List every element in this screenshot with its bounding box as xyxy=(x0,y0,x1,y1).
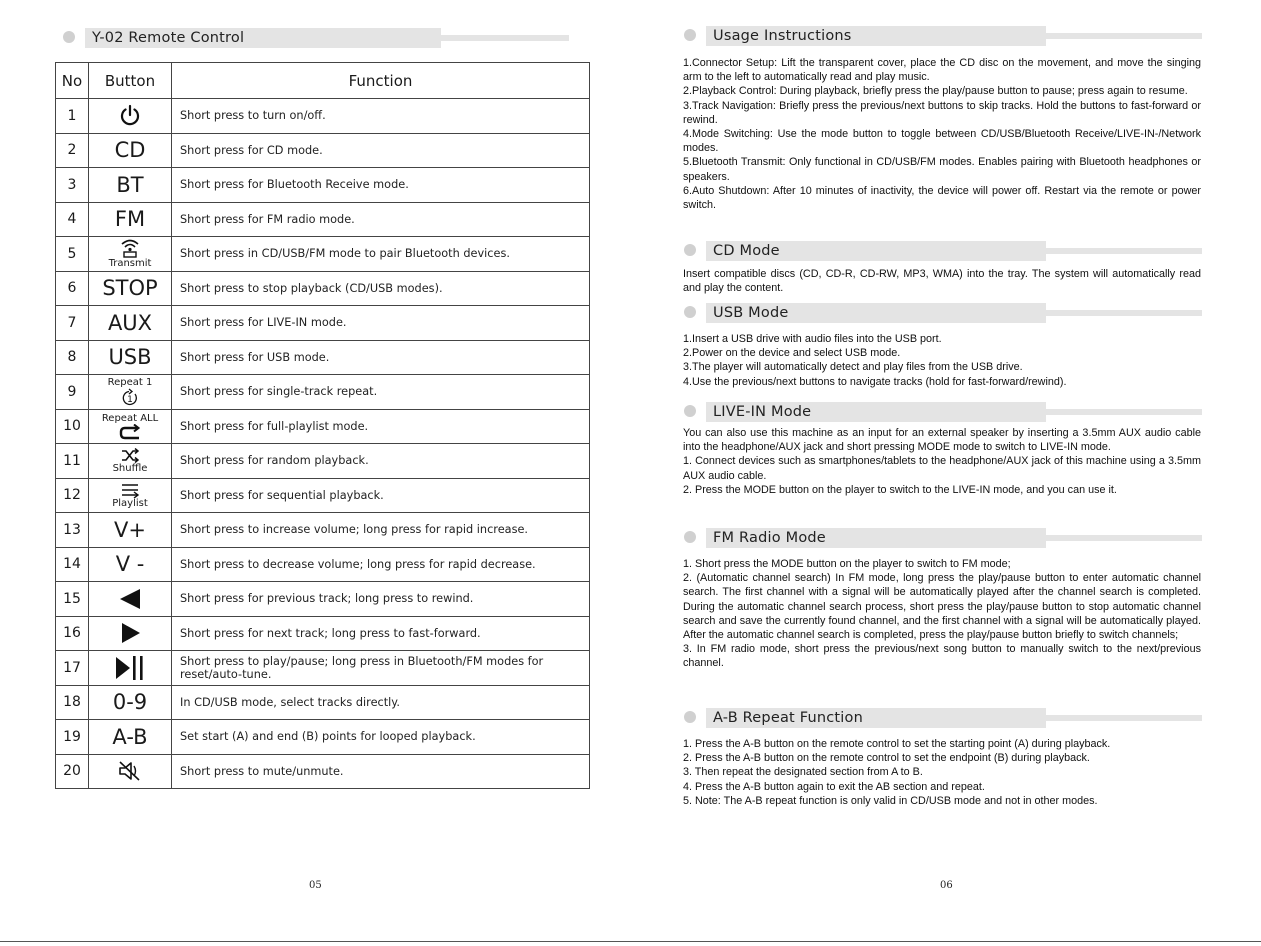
row-number: 14 xyxy=(56,547,89,582)
table-row xyxy=(56,651,590,686)
button-caption: Repeat ALL xyxy=(101,412,159,424)
row-button xyxy=(89,375,172,410)
button-label: AUX xyxy=(107,310,153,335)
paragraph: 2. Press the MODE button on the player to switch to the LIVE-IN mode, and you can use it. xyxy=(683,483,1117,496)
row-button xyxy=(89,237,172,272)
repeat-one-icon xyxy=(89,388,171,406)
section-body xyxy=(683,267,1201,295)
paragraph: 3. Then repeat the designated section from A to B. xyxy=(683,766,923,779)
table-row xyxy=(56,340,590,375)
row-button xyxy=(89,99,172,134)
row-number: 3 xyxy=(56,168,89,203)
section-header xyxy=(684,241,1202,261)
row-number: 11 xyxy=(56,444,89,479)
page-bottom-rule xyxy=(0,941,1261,942)
paragraph: 5.Bluetooth Transmit: Only functional in CD/USB/FM modes. Enables pairing with Bluetooth headphones or speakers. xyxy=(683,156,1201,183)
table-row xyxy=(56,133,590,168)
button-label: 0-9 xyxy=(112,690,148,715)
table-row xyxy=(56,444,590,479)
button-label: STOP xyxy=(102,276,158,301)
button-caption: Shuffle xyxy=(112,462,148,474)
row-button xyxy=(89,478,172,513)
mute-icon xyxy=(89,760,171,782)
row-button xyxy=(89,685,172,720)
button-label: V - xyxy=(115,552,145,577)
row-function: Short press for USB mode. xyxy=(172,340,590,375)
row-function: Short press for single-track repeat. xyxy=(172,375,590,410)
paragraph: 1. Connect devices such as smartphones/tablets to the headphone/AUX jack of this machine using a 3.5mm AUX audio cable. xyxy=(683,455,1201,482)
row-number: 2 xyxy=(56,133,89,168)
section-body xyxy=(683,56,1201,212)
section-header xyxy=(684,26,1202,46)
section-bar-tail xyxy=(1046,409,1202,415)
row-button xyxy=(89,133,172,168)
row-number: 17 xyxy=(56,651,89,686)
table-row xyxy=(56,754,590,789)
row-button xyxy=(89,720,172,755)
paragraph: You can also use this machine as an input for an external speaker by inserting a 3.5mm AUX audio cable into the headphone/AUX jack and short pressing MODE mode to switch to LIVE-IN mode. xyxy=(683,427,1201,454)
row-number: 9 xyxy=(56,375,89,410)
section-header xyxy=(684,528,1202,548)
row-number: 19 xyxy=(56,720,89,755)
row-function: Short press for next track; long press to fast-forward. xyxy=(172,616,590,651)
bullet-dot xyxy=(684,29,696,41)
section-body xyxy=(683,426,1201,497)
row-number: 13 xyxy=(56,513,89,548)
bullet-dot xyxy=(684,531,696,543)
row-number: 4 xyxy=(56,202,89,237)
row-button xyxy=(89,271,172,306)
paragraph: 3.Track Navigation: Briefly press the previous/next buttons to skip tracks. Hold the buttons to fast-forward or rewind. xyxy=(683,99,1201,126)
bullet-dot xyxy=(684,244,696,256)
paragraph: 2. (Automatic channel search) In FM mode, long press the play/pause button to enter automatic channel search. The first channel with a signal will be automatically played after the channel search is completed. During the automatic channel search process, short press the play/pause button to stop automatic channel search and save the currently found channel, and the first channel with a signal will be automatically played. After the automatic channel search is completed, press the play/pause button briefly to switch channels; xyxy=(683,572,1201,642)
section-title: Usage Instructions xyxy=(713,28,852,44)
row-function: Short press for LIVE-IN mode. xyxy=(172,306,590,341)
button-caption: Repeat 1 xyxy=(107,377,153,389)
row-function: Short press to turn on/off. xyxy=(172,99,590,134)
button-caption: Playlist xyxy=(112,497,148,509)
row-button xyxy=(89,444,172,479)
table-row xyxy=(56,375,590,410)
table-row xyxy=(56,409,590,444)
left-page xyxy=(0,0,630,946)
row-function: Short press for FM radio mode. xyxy=(172,202,590,237)
repeat-all-icon xyxy=(89,424,171,440)
section-bar-tail xyxy=(1046,715,1202,721)
paragraph: 1. Short press the MODE button on the player to switch to FM mode; xyxy=(683,558,1011,570)
row-function: Short press in CD/USB/FM mode to pair Bluetooth devices. xyxy=(172,237,590,272)
row-button xyxy=(89,754,172,789)
table-row xyxy=(56,616,590,651)
table-row xyxy=(56,168,590,203)
section-bar-tail xyxy=(441,35,569,41)
button-label: FM xyxy=(114,207,146,232)
row-number: 7 xyxy=(56,306,89,341)
table-row xyxy=(56,685,590,720)
row-function: Short press for previous track; long press to rewind. xyxy=(172,582,590,617)
row-button xyxy=(89,202,172,237)
row-number: 5 xyxy=(56,237,89,272)
paragraph: 3.The player will automatically detect and play files from the USB drive. xyxy=(683,361,1023,374)
section-body xyxy=(683,557,1201,671)
paragraph: 5. Note: The A-B repeat function is only valid in CD/USB mode and not in other modes. xyxy=(683,794,1098,807)
table-row xyxy=(56,202,590,237)
section-header xyxy=(684,303,1202,323)
paragraph: 4. Press the A-B button again to exit the AB section and repeat. xyxy=(683,780,985,793)
row-button xyxy=(89,547,172,582)
row-number: 15 xyxy=(56,582,89,617)
section-header xyxy=(684,708,1202,728)
table-row xyxy=(56,306,590,341)
row-function: Short press to mute/unmute. xyxy=(172,754,590,789)
section-title: A-B Repeat Function xyxy=(713,710,863,726)
button-label: CD xyxy=(114,138,146,163)
paragraph: 4.Use the previous/next buttons to navigate tracks (hold for fast-forward/rewind). xyxy=(683,375,1067,388)
row-function: Short press for full-playlist mode. xyxy=(172,409,590,444)
section-body xyxy=(683,332,1201,389)
section-bar-tail xyxy=(1046,33,1202,39)
section-bar-tail xyxy=(1046,310,1202,316)
paragraph: 1.Insert a USB drive with audio files into the USB port. xyxy=(683,333,942,345)
section-title: USB Mode xyxy=(713,305,789,321)
shuffle-icon xyxy=(89,448,171,463)
table-row xyxy=(56,513,590,548)
header-function: Function xyxy=(172,63,590,99)
row-number: 18 xyxy=(56,685,89,720)
section-title: FM Radio Mode xyxy=(713,530,826,546)
section-title: LIVE-IN Mode xyxy=(713,404,812,420)
table-header-row xyxy=(56,63,590,99)
play-pause-icon xyxy=(89,655,171,681)
table-row xyxy=(56,547,590,582)
table-row xyxy=(56,478,590,513)
row-button xyxy=(89,409,172,444)
table-row xyxy=(56,99,590,134)
row-number: 12 xyxy=(56,478,89,513)
section-header-remote-control xyxy=(63,28,569,48)
paragraph: Insert compatible discs (CD, CD-R, CD-RW, MP3, WMA) into the tray. The system will automatically read and play the content. xyxy=(683,268,1201,295)
row-function: Short press to increase volume; long press for rapid increase. xyxy=(172,513,590,548)
section-bar-tail xyxy=(1046,248,1202,254)
row-function: Short press for CD mode. xyxy=(172,133,590,168)
row-number: 8 xyxy=(56,340,89,375)
section-title: Y-02 Remote Control xyxy=(92,30,245,46)
bullet-dot xyxy=(684,711,696,723)
bullet-dot xyxy=(63,31,75,43)
row-button xyxy=(89,340,172,375)
row-button xyxy=(89,651,172,686)
paragraph: 2. Press the A-B button on the remote control to set the endpoint (B) during playback. xyxy=(683,752,1090,765)
section-bar-tail xyxy=(1046,535,1202,541)
paragraph: 6.Auto Shutdown: After 10 minutes of inactivity, the device will power off. Restart via the remote or power switch. xyxy=(683,184,1201,212)
row-function: Short press to decrease volume; long press for rapid decrease. xyxy=(172,547,590,582)
row-button xyxy=(89,168,172,203)
row-number: 1 xyxy=(56,99,89,134)
paragraph: 1.Connector Setup: Lift the transparent cover, place the CD disc on the movement, and move the singing arm to the left to automatically read and play music. xyxy=(683,57,1201,84)
table-row xyxy=(56,582,590,617)
svg-text:1: 1 xyxy=(127,395,133,406)
table-row xyxy=(56,271,590,306)
button-label: USB xyxy=(108,345,152,370)
bullet-dot xyxy=(684,306,696,318)
button-label: V+ xyxy=(114,517,146,542)
row-button xyxy=(89,306,172,341)
paragraph: 2.Power on the device and select USB mode. xyxy=(683,347,901,360)
bullet-dot xyxy=(684,405,696,417)
row-number: 16 xyxy=(56,616,89,651)
paragraph: 2.Playback Control: During playback, briefly press the play/pause button to pause; press again to resume. xyxy=(683,85,1188,98)
page-number: 05 xyxy=(309,880,322,891)
paragraph: 1. Press the A-B button on the remote control to set the starting point (A) during playback. xyxy=(683,738,1111,750)
row-function: Short press to stop playback (CD/USB modes). xyxy=(172,271,590,306)
row-function: In CD/USB mode, select tracks directly. xyxy=(172,685,590,720)
table-row xyxy=(56,237,590,272)
row-function: Set start (A) and end (B) points for looped playback. xyxy=(172,720,590,755)
paragraph: 4.Mode Switching: Use the mode button to toggle between CD/USB/Bluetooth Receive/LIVE-IN-/Network modes. xyxy=(683,128,1201,155)
button-label: BT xyxy=(116,172,144,197)
paragraph: 3. In FM radio mode, short press the previous/next song button to manually switch to the next/previous channel. xyxy=(683,643,1201,670)
table-row xyxy=(56,720,590,755)
row-number: 6 xyxy=(56,271,89,306)
remote-control-table xyxy=(55,62,590,789)
header-button: Button xyxy=(89,63,172,99)
next-icon xyxy=(89,622,171,644)
section-body xyxy=(683,737,1201,808)
section-header xyxy=(684,402,1202,422)
row-function: Short press for random playback. xyxy=(172,444,590,479)
row-number: 10 xyxy=(56,409,89,444)
row-button xyxy=(89,513,172,548)
row-function: Short press for sequential playback. xyxy=(172,478,590,513)
row-number: 20 xyxy=(56,754,89,789)
button-caption: Transmit xyxy=(108,258,152,270)
power-icon xyxy=(89,104,171,128)
row-function: Short press for Bluetooth Receive mode. xyxy=(172,168,590,203)
header-no: No xyxy=(56,63,89,99)
row-button xyxy=(89,616,172,651)
button-label: A-B xyxy=(112,724,148,749)
playlist-icon xyxy=(89,482,171,498)
row-function: Short press to play/pause; long press in Bluetooth/FM modes for reset/auto-tune. xyxy=(172,651,590,686)
page-number: 06 xyxy=(940,880,953,891)
previous-icon xyxy=(89,588,171,610)
row-button xyxy=(89,582,172,617)
section-title: CD Mode xyxy=(713,243,780,259)
transmit-icon xyxy=(89,238,171,258)
